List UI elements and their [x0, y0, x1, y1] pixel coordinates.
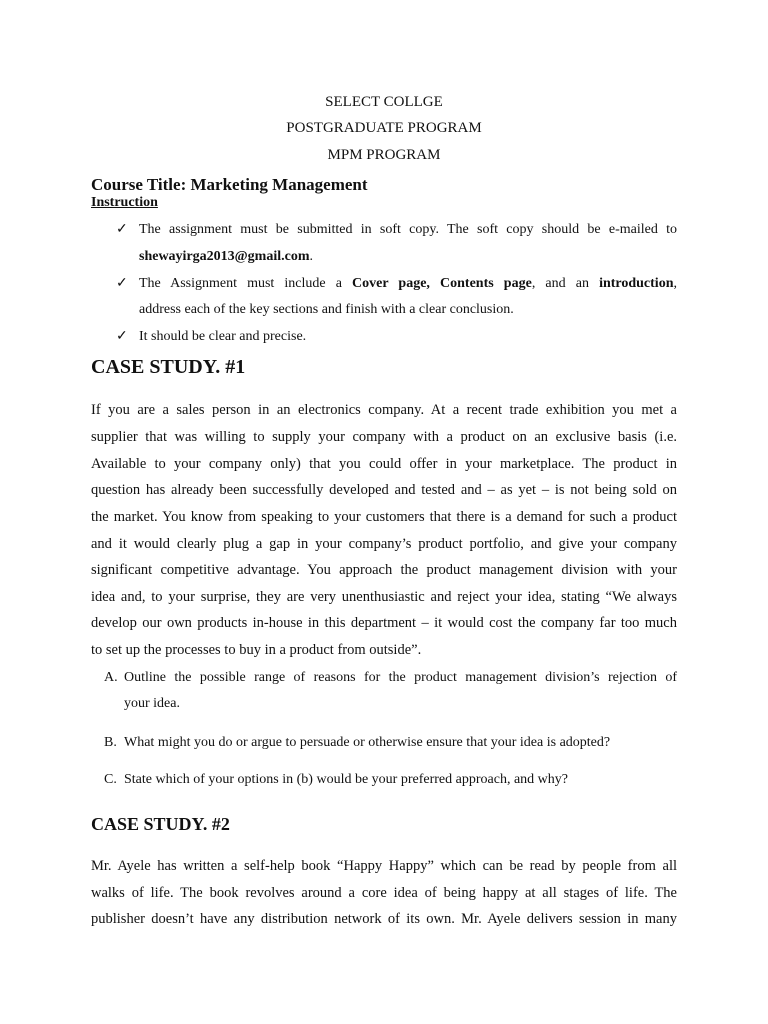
case-1-line: significant competitive advantage. You approach the product management division with your: [91, 562, 677, 578]
bullet-2-line-2: address each of the key sections and finish with a clear conclusion.: [139, 302, 514, 317]
case-2-line: publisher doesn’t have any distribution network of its own. Mr. Ayele delivers session in many: [91, 911, 677, 927]
case-2-line: Mr. Ayele has written a self-help book “Happy Happy” which can be read by people from all: [91, 858, 677, 874]
case-1-line: develop our own products in-house in this department – it would cost the company far too much: [91, 615, 677, 631]
case-1-line: question has already been successfully developed and tested and – as yet – is not being sold on: [91, 482, 677, 498]
email-address: shewayirga2013@gmail.com: [139, 249, 310, 264]
case-1-line: to set up the processes to buy in a product from outside”.: [91, 642, 422, 658]
bullet-1-line-1: The assignment must be submitted in soft copy. The soft copy should be e-mailed to: [139, 222, 677, 237]
mpm-program: MPM PROGRAM: [327, 147, 441, 163]
question-c: State which of your options in (b) would be your preferred approach, and why?: [124, 772, 568, 787]
bullet-3: It should be clear and precise.: [139, 329, 307, 344]
case-1-line: the market. You know from speaking to your customers that there is a demand for such a product: [91, 509, 677, 525]
case-1-line: If you are a sales person in an electronics company. At a recent trade exhibition you met a: [91, 402, 677, 418]
case-study-2-heading: CASE STUDY. #2: [91, 814, 230, 834]
program-name: POSTGRADUATE PROGRAM: [286, 120, 482, 136]
check-icon: ✓: [116, 329, 128, 344]
check-icon: ✓: [116, 276, 128, 291]
college-name: SELECT COLLGE: [325, 94, 443, 110]
question-c-letter: C.: [104, 772, 117, 787]
bullet-1-line-2: shewayirga2013@gmail.com.: [139, 249, 314, 264]
instruction-heading: Instruction: [91, 195, 158, 210]
question-b: What might you do or argue to persuade or otherwise ensure that your idea is adopted?: [124, 735, 611, 750]
case-1-line: and it would clearly plug a gap in your company’s product portfolio, and give your company: [91, 536, 677, 552]
case-1-line: Available to your company only) that you could offer in your marketplace. The product in: [91, 456, 677, 472]
question-a-letter: A.: [104, 670, 118, 685]
bullet-2-line-1: The Assignment must include a Cover page, Contents page, and an introduction,: [139, 276, 677, 291]
case-2-line: walks of life. The book revolves around a core idea of being happy at all stages of life. The: [91, 885, 677, 901]
question-a-line-2: your idea.: [124, 696, 180, 711]
question-b-letter: B.: [104, 735, 117, 750]
case-study-1-heading: CASE STUDY. #1: [91, 356, 246, 378]
check-icon: ✓: [116, 222, 128, 237]
course-title: Course Title: Marketing Management: [91, 175, 368, 194]
case-1-line: supplier that was willing to supply your company with a product on an exclusive basis (i.e.: [91, 429, 677, 445]
case-1-line: idea and, to your surprise, they are very unenthusiastic and reject your idea, stating “We always: [91, 589, 677, 605]
question-a-line-1: Outline the possible range of reasons for the product management division’s rejection of: [124, 670, 677, 685]
